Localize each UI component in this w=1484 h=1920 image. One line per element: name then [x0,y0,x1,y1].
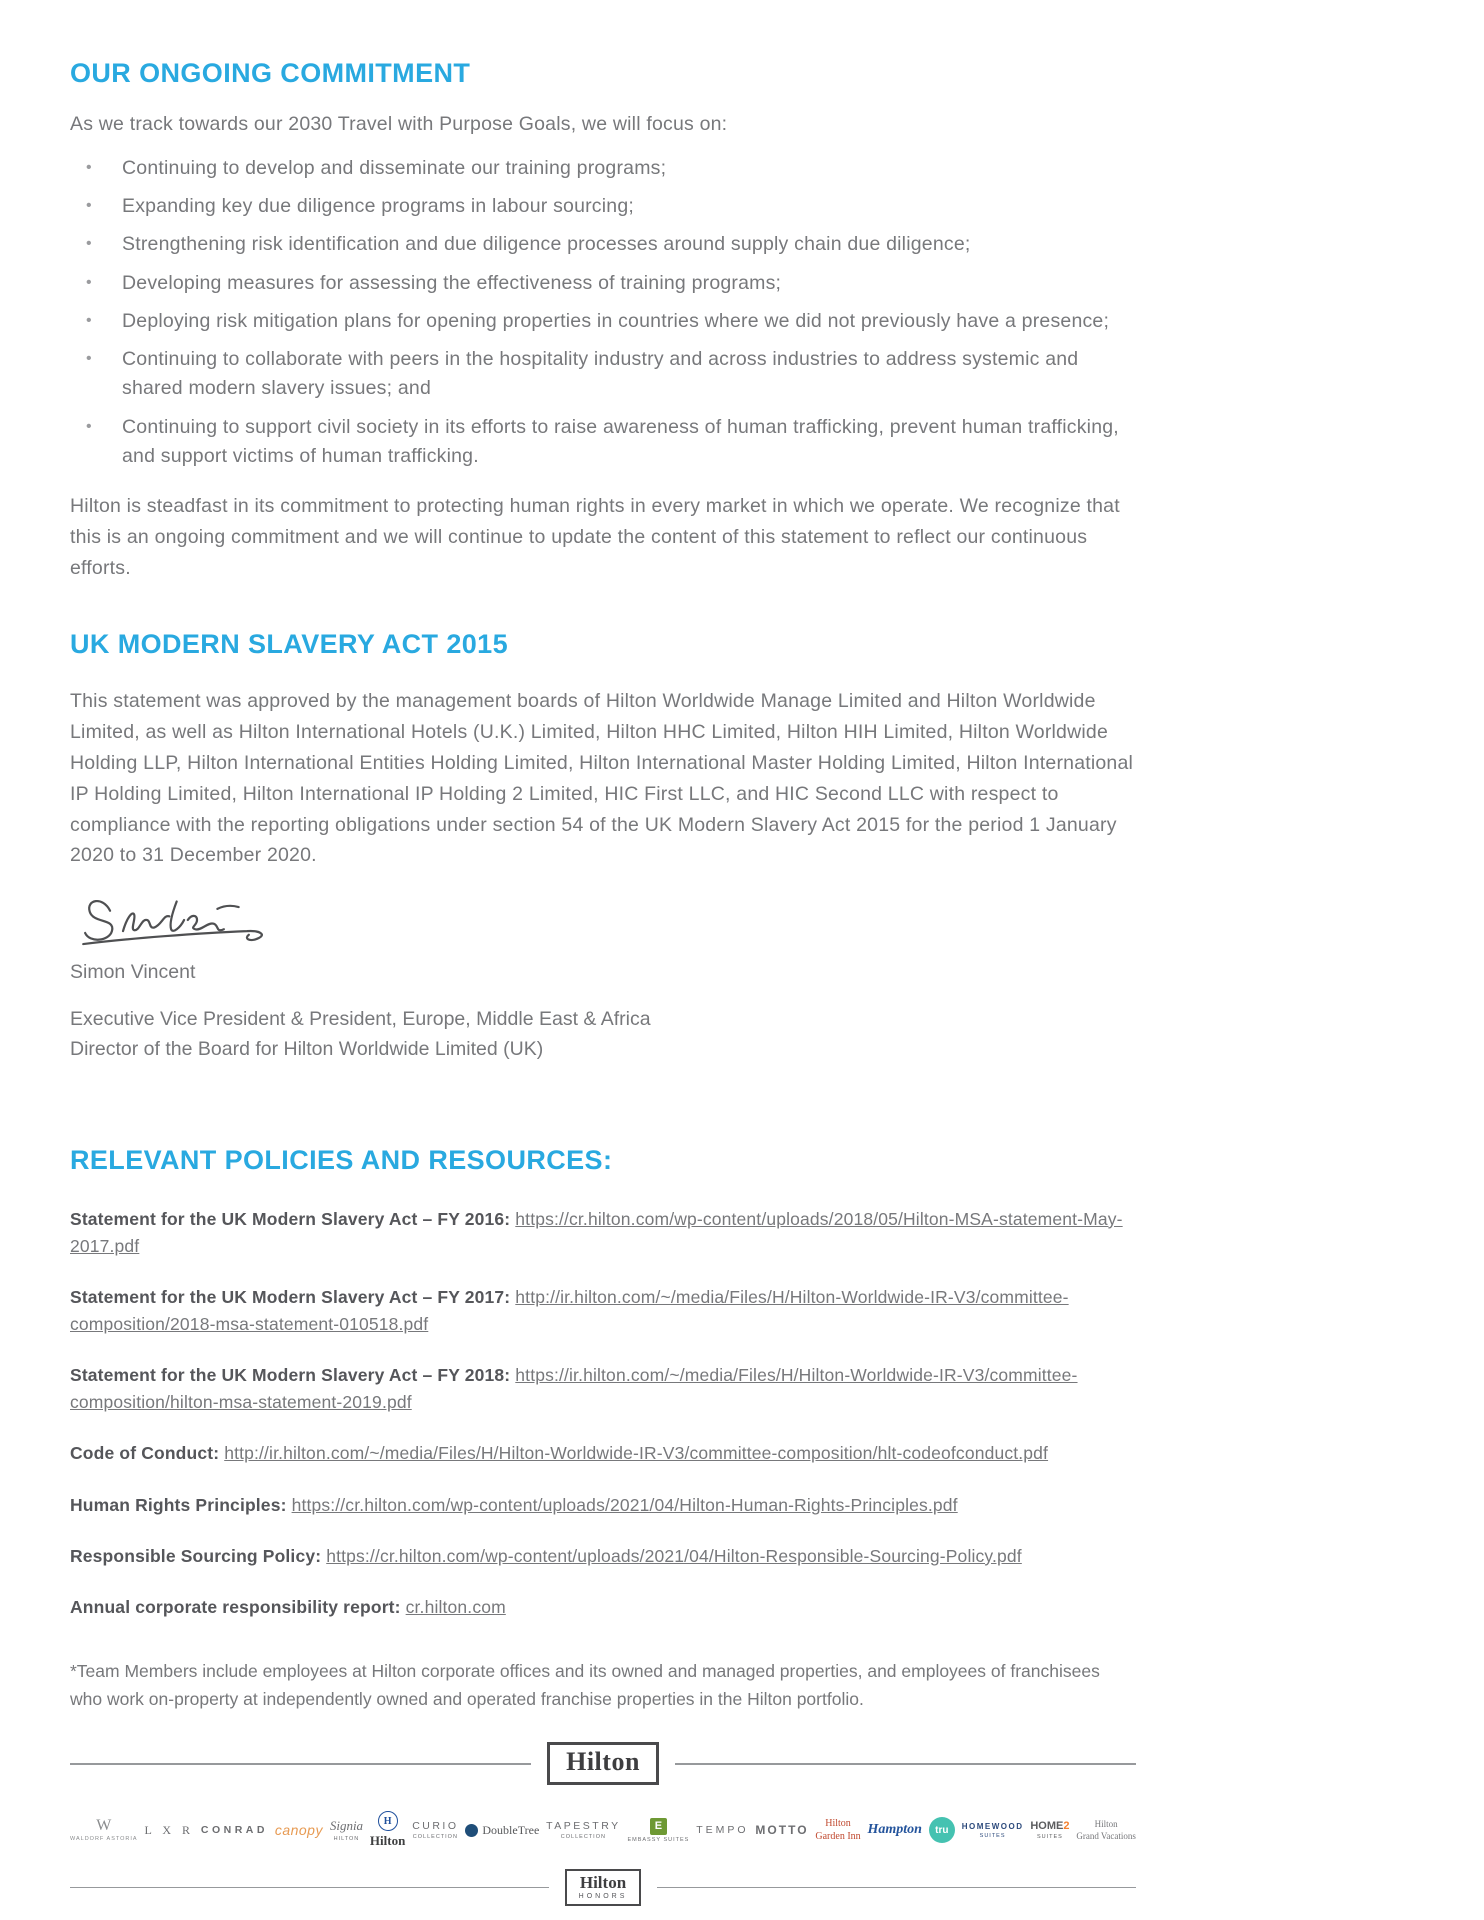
list-item: • Developing measures for assessing the effectiveness of training programs; [70,269,1136,298]
policy-item-fy2017 [70,1284,1136,1338]
hilton-logo: Hilton [547,1742,659,1785]
policy-label: Human Rights Principles: [70,1494,287,1515]
list-item: • Continuing to develop and disseminate our training programs; [70,154,1136,183]
brand-logo-motto: MOTTO [755,1823,809,1838]
signatory-titles [70,1004,1136,1064]
signatory-title-line: Director of the Board for Hilton Worldwide Limited (UK) [70,1038,544,1061]
brand-logo-tapestry-collection: TAPESTRY COLLECTION [546,1820,621,1841]
brand-logo-tempo: TEMPO [696,1824,749,1837]
policy-label: Statement for the UK Modern Slavery Act – FY 2016: [70,1208,511,1229]
signatory-title-line: Executive Vice President & President, Europe, Middle East & Africa [70,1008,651,1031]
uk-msa-paragraph: This statement was approved by the management boards of Hilton Worldwide Manage Limited and Hilton Worldwide Limited, as well as Hilton International Hotels (U.K.) Limited, Hilton HHC Limited, Hilton HIH Limited, Hilton Worldwide Holding LLP, Hilton International Entities Holding Limited, Hilton International Master Holding Limited, Hilton International IP Holding Limited, Hilton International IP Holding 2 Limited, HIC First LLC, and HIC Second LLC with respect to compliance with the reporting obligations under section 54 of the UK Modern Slavery Act 2015 for the period 1 January 2020 to 31 December 2020. [70,690,1134,867]
policy-link-fy2016[interactable]: https://cr.hilton.com/wp-content/uploads/2018/05/Hilton-MSA-statement-May-2017.pdf [70,1208,1123,1256]
policy-item-fy2018 [70,1362,1136,1416]
brand-logos-row [70,1811,1136,1849]
brand-logo-conrad: CONRAD [200,1824,268,1837]
brand-logo-tru [929,1817,955,1843]
divider-line [70,1887,549,1889]
policy-link-code-of-conduct[interactable]: http://ir.hilton.com/~/media/Files/H/Hilton-Worldwide-IR-V3/committee-composition/hlt-codeofconduct.pdf [224,1443,1049,1464]
page-footer [70,1742,1136,1906]
document-content [70,58,1136,1730]
divider-line [675,1763,1136,1765]
policy-item-responsible-sourcing [70,1543,1136,1570]
policy-item-fy2016 [70,1206,1136,1260]
brand-logo-signia: Signia HILTON [329,1818,364,1843]
brand-logo-hilton: H Hilton [370,1811,405,1849]
brand-logo-doubletree: DoubleTree [465,1823,539,1838]
tru-circle-icon: tru [929,1817,955,1843]
hilton-logo-divider [70,1742,1136,1785]
signature-scribble [70,883,300,957]
team-members-footnote: *Team Members include employees at Hilton corporate offices and its owned and managed properties, and employees of franchisees who work on-property at independently owned and operated franchise properties in the Hilton portfolio. [70,1660,1100,1709]
policy-link-responsible-sourcing[interactable]: https://cr.hilton.com/wp-content/uploads/2021/04/Hilton-Responsible-Sourcing-Policy.pdf [326,1545,1022,1566]
list-item: • Expanding key due diligence programs in labour sourcing; [70,192,1136,221]
divider-line [657,1887,1136,1889]
hilton-monogram-icon: H [378,1811,398,1831]
brand-logo-lxr: L X R [144,1822,194,1837]
commitment-intro: As we track towards our 2030 Travel with Purpose Goals, we will focus on: [70,113,728,135]
policy-item-code-of-conduct [70,1440,1136,1467]
commitment-closing-paragraph: Hilton is steadfast in its commitment to protecting human rights in every market in which we operate. We recognize that this is an ongoing commitment and we will continue to update the content of this statement to reflect our continuous efforts. [70,495,1120,579]
heading-uk-modern-slavery-act: UK MODERN SLAVERY ACT 2015 [70,629,508,660]
heading-relevant-policies: RELEVANT POLICIES AND RESOURCES: [70,1144,613,1175]
policy-label: Annual corporate responsibility report: [70,1596,401,1617]
policy-label: Responsible Sourcing Policy: [70,1545,322,1566]
signature [70,883,1136,957]
waldorf-astoria-monogram-icon: W [96,1817,112,1835]
list-item: • Deploying risk mitigation plans for opening properties in countries where we did not previously have a presence; [70,307,1136,336]
brand-logo-embassy-suites: E EMBASSY SUITES [627,1818,689,1843]
policy-link-cr-report[interactable]: cr.hilton.com [405,1596,506,1617]
policy-item-human-rights [70,1492,1136,1519]
policy-item-cr-report [70,1594,1136,1621]
commitment-bullet-list [70,154,1136,471]
policy-label: Statement for the UK Modern Slavery Act – FY 2017: [70,1286,511,1307]
list-item: • Strengthening risk identification and due diligence processes around supply chain due diligence; [70,230,1136,259]
embassy-suites-e-icon: E [650,1818,667,1835]
brand-logo-curio-collection: CURIO COLLECTION [412,1820,459,1841]
brand-logo-canopy: canopy [274,1822,323,1839]
heading-our-ongoing-commitment: OUR ONGOING COMMITMENT [70,58,471,88]
brand-logo-waldorf-astoria: W WALDORF ASTORIA [70,1817,138,1843]
policy-link-human-rights[interactable]: https://cr.hilton.com/wp-content/uploads/2021/04/Hilton-Human-Rights-Principles.pdf [291,1494,958,1515]
hilton-honors-divider [70,1869,1136,1906]
list-item: • Continuing to collaborate with peers in the hospitality industry and across industries to address systemic and shared modern slavery issues; and [70,345,1136,404]
signatory-name: Simon Vincent [70,961,196,984]
policy-link-fy2018[interactable]: https://ir.hilton.com/~/media/Files/H/Hilton-Worldwide-IR-V3/committee-composition/hilton-msa-statement-2019.pdf [70,1365,1078,1413]
brand-logo-hilton-grand-vacations: Hilton Grand Vacations [1076,1818,1136,1842]
policy-label: Code of Conduct: [70,1443,220,1464]
brand-logo-homewood-suites: HOMEWOOD SUITES [961,1821,1024,1840]
brand-logo-hampton: Hampton [867,1822,922,1838]
policy-label: Statement for the UK Modern Slavery Act – FY 2018: [70,1365,511,1386]
doubletree-circle-icon [465,1824,478,1837]
brand-logo-home2-suites: HOME2 SUITES [1030,1820,1070,1841]
hilton-honors-logo: Hilton HONORS [565,1869,642,1906]
list-item: • Continuing to support civil society in its efforts to raise awareness of human trafficking, prevent human trafficking, and support victims of human trafficking. [70,413,1136,472]
brand-logo-hilton-garden-inn: Hilton Garden Inn [815,1817,861,1843]
policy-link-fy2017[interactable]: http://ir.hilton.com/~/media/Files/H/Hilton-Worldwide-IR-V3/committee-composition/2018-msa-statement-010518.pdf [70,1286,1069,1335]
divider-line [70,1763,531,1765]
